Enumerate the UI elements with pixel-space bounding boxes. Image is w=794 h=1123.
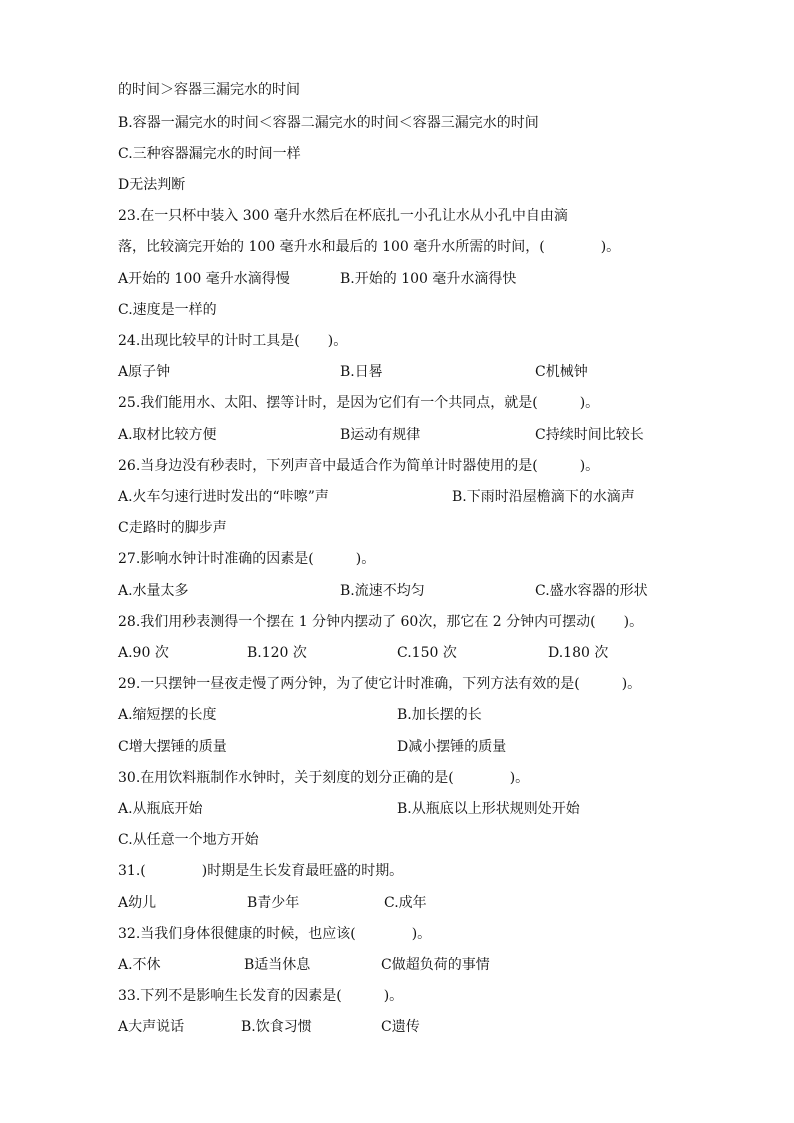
question-26: 26.当身边没有秒表时，下列声音中最适合作为简单计时器使用的是( )。 <box>118 458 600 474</box>
q29-option-c: C增大摆锤的质量 <box>118 739 227 755</box>
q32-option-b: B适当休息 <box>244 957 311 973</box>
q28-option-b: B.120 次 <box>247 645 307 661</box>
question-33: 33.下列不是影响生长发育的因素是( )。 <box>118 988 404 1004</box>
q33-option-b: B.饮食习惯 <box>241 1019 312 1035</box>
q31-option-b: B青少年 <box>247 895 300 911</box>
q27-option-b: B.流速不均匀 <box>340 583 425 599</box>
q30-option-c: C.从任意一个地方开始 <box>118 832 259 848</box>
q25-option-a: A.取材比较方便 <box>118 427 217 443</box>
q29-option-b: B.加长摆的长 <box>397 707 482 723</box>
q32-option-a: A.不休 <box>118 957 161 973</box>
question-23-line2: 落，比较滴完开始的 100 毫升水和最后的 100 毫升水所需的时间，( )。 <box>118 239 621 255</box>
q29-option-a: A.缩短摆的长度 <box>118 707 217 723</box>
q24-option-a: A原子钟 <box>118 364 171 380</box>
question-28: 28.我们用秒表测得一个摆在 1 分钟内摆动了 60次，那它在 2 分钟内可摆动( )。 <box>118 614 644 630</box>
q24-option-b: B.日晷 <box>340 364 383 380</box>
question-23-line1: 23.在一只杯中装入 300 毫升水然后在杯底扎一小孔让水从小孔中自由滴 <box>118 208 568 224</box>
q33-option-c: C遗传 <box>381 1019 420 1035</box>
q28-option-d: D.180 次 <box>548 645 609 661</box>
q25-option-c: C持续时间比较长 <box>535 427 644 443</box>
q23-option-a: A开始的 100 毫升水滴得慢 <box>118 271 290 287</box>
q27-option-c: C.盛水容器的形状 <box>535 583 648 599</box>
question-27: 27.影响水钟计时准确的因素是( )。 <box>118 551 376 567</box>
option-c: C.三种容器漏完水的时间一样 <box>118 146 301 162</box>
q24-option-c: C机械钟 <box>535 364 588 380</box>
q23-option-c: C.速度是一样的 <box>118 302 217 318</box>
question-30: 30.在用饮料瓶制作水钟时，关于刻度的划分正确的是( )。 <box>118 770 530 786</box>
q33-option-a: A大声说话 <box>118 1019 185 1035</box>
q25-option-b: B运动有规律 <box>340 427 421 443</box>
q28-option-c: C.150 次 <box>397 645 457 661</box>
text-line: 的时间＞容器三漏完水的时间 <box>118 82 300 98</box>
option-d: D无法判断 <box>118 177 186 193</box>
q30-option-a: A.从瓶底开始 <box>118 801 203 817</box>
q28-option-a: A.90 次 <box>118 645 169 661</box>
q29-option-d: D减小摆锤的质量 <box>397 739 507 755</box>
q30-option-b: B.从瓶底以上形状规则处开始 <box>397 801 580 817</box>
q27-option-a: A.水量太多 <box>118 583 189 599</box>
question-29: 29.一只摆钟一昼夜走慢了两分钟，为了使它计时准确，下列方法有效的是( )。 <box>118 676 642 692</box>
question-31: 31.( )时期是生长发育最旺盛的时期。 <box>118 863 404 879</box>
question-25: 25.我们能用水、太阳、摆等计时，是因为它们有一个共同点，就是( )。 <box>118 395 600 411</box>
q26-option-b: B.下雨时沿屋檐滴下的水滴声 <box>452 489 635 505</box>
q31-option-c: C.成年 <box>384 895 427 911</box>
q31-option-a: A幼儿 <box>118 895 157 911</box>
q23-option-b: B.开始的 100 毫升水滴得快 <box>340 271 517 287</box>
q32-option-c: C做超负荷的事情 <box>381 957 490 973</box>
q26-option-a: A.火车匀速行进时发出的“咔嚓”声 <box>118 489 329 505</box>
option-b: B.容器一漏完水的时间＜容器二漏完水的时间＜容器三漏完水的时间 <box>118 115 539 131</box>
question-32: 32.当我们身体很健康的时候，也应该( )。 <box>118 926 432 942</box>
question-24: 24.出现比较早的计时工具是( )。 <box>118 333 348 349</box>
q26-option-c: C走路时的脚步声 <box>118 520 227 536</box>
